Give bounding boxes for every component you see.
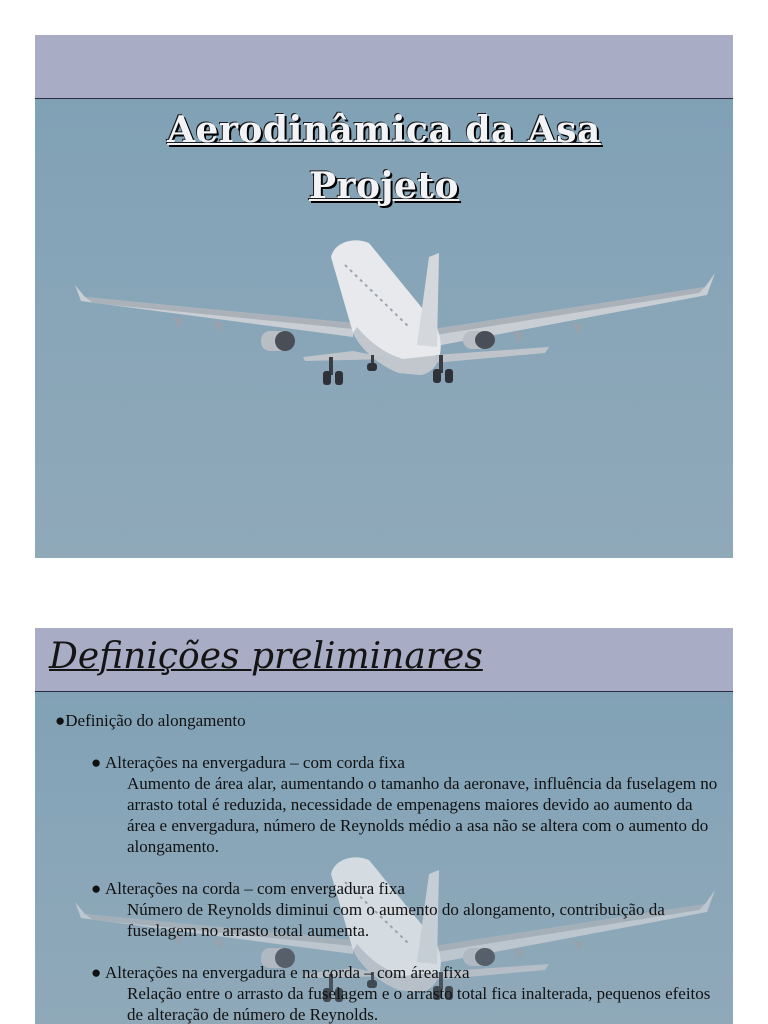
slide-definitions <box>35 628 733 1024</box>
item-description: Número de Reynolds diminui com o aumento do alongamento, contribuição da fuselagem no arrasto total aumenta. <box>127 900 665 940</box>
level1-bullet-item <box>55 710 725 731</box>
item-description: Aumento de área alar, aumentando o tamanho da aeronave, influência da fuselagem no arrasto total é reduzida, necessidade de empenagens maiores devido ao aumento da área e envergadura, número de Reynolds médio a asa não se altera com o aumento do alongamento. <box>127 774 718 856</box>
bullet-icon: ● <box>91 963 102 982</box>
bullet-icon: ● <box>91 879 102 898</box>
airplane-photo-icon <box>53 235 715 395</box>
slide-title-line-2: Projeto <box>308 165 460 207</box>
item-heading: Alterações na envergadura – com corda fixa <box>105 753 405 772</box>
item-heading: Alterações na corda – com envergadura fixa <box>105 879 405 898</box>
slide-body <box>55 710 725 1024</box>
slide-heading: Definições preliminares <box>49 636 483 677</box>
list-item <box>55 878 725 941</box>
item-heading: Alterações na envergadura e na corda – com área fixa <box>105 963 470 982</box>
item-description: Relação entre o arrasto da fuselagem e o arrasto total fica inalterada, pequenos efeitos de alteração de número de Reynolds. <box>127 984 711 1024</box>
slide-header-band <box>35 35 733 99</box>
slide-title <box>35 35 733 558</box>
level1-text: Definição do alongamento <box>65 711 246 730</box>
bullet-icon: ● <box>91 753 102 772</box>
list-item <box>55 962 725 1024</box>
list-item <box>55 752 725 857</box>
slide-title-line-1: Aerodinâmica da Asa <box>167 109 601 151</box>
bullet-icon: ● <box>55 711 66 730</box>
